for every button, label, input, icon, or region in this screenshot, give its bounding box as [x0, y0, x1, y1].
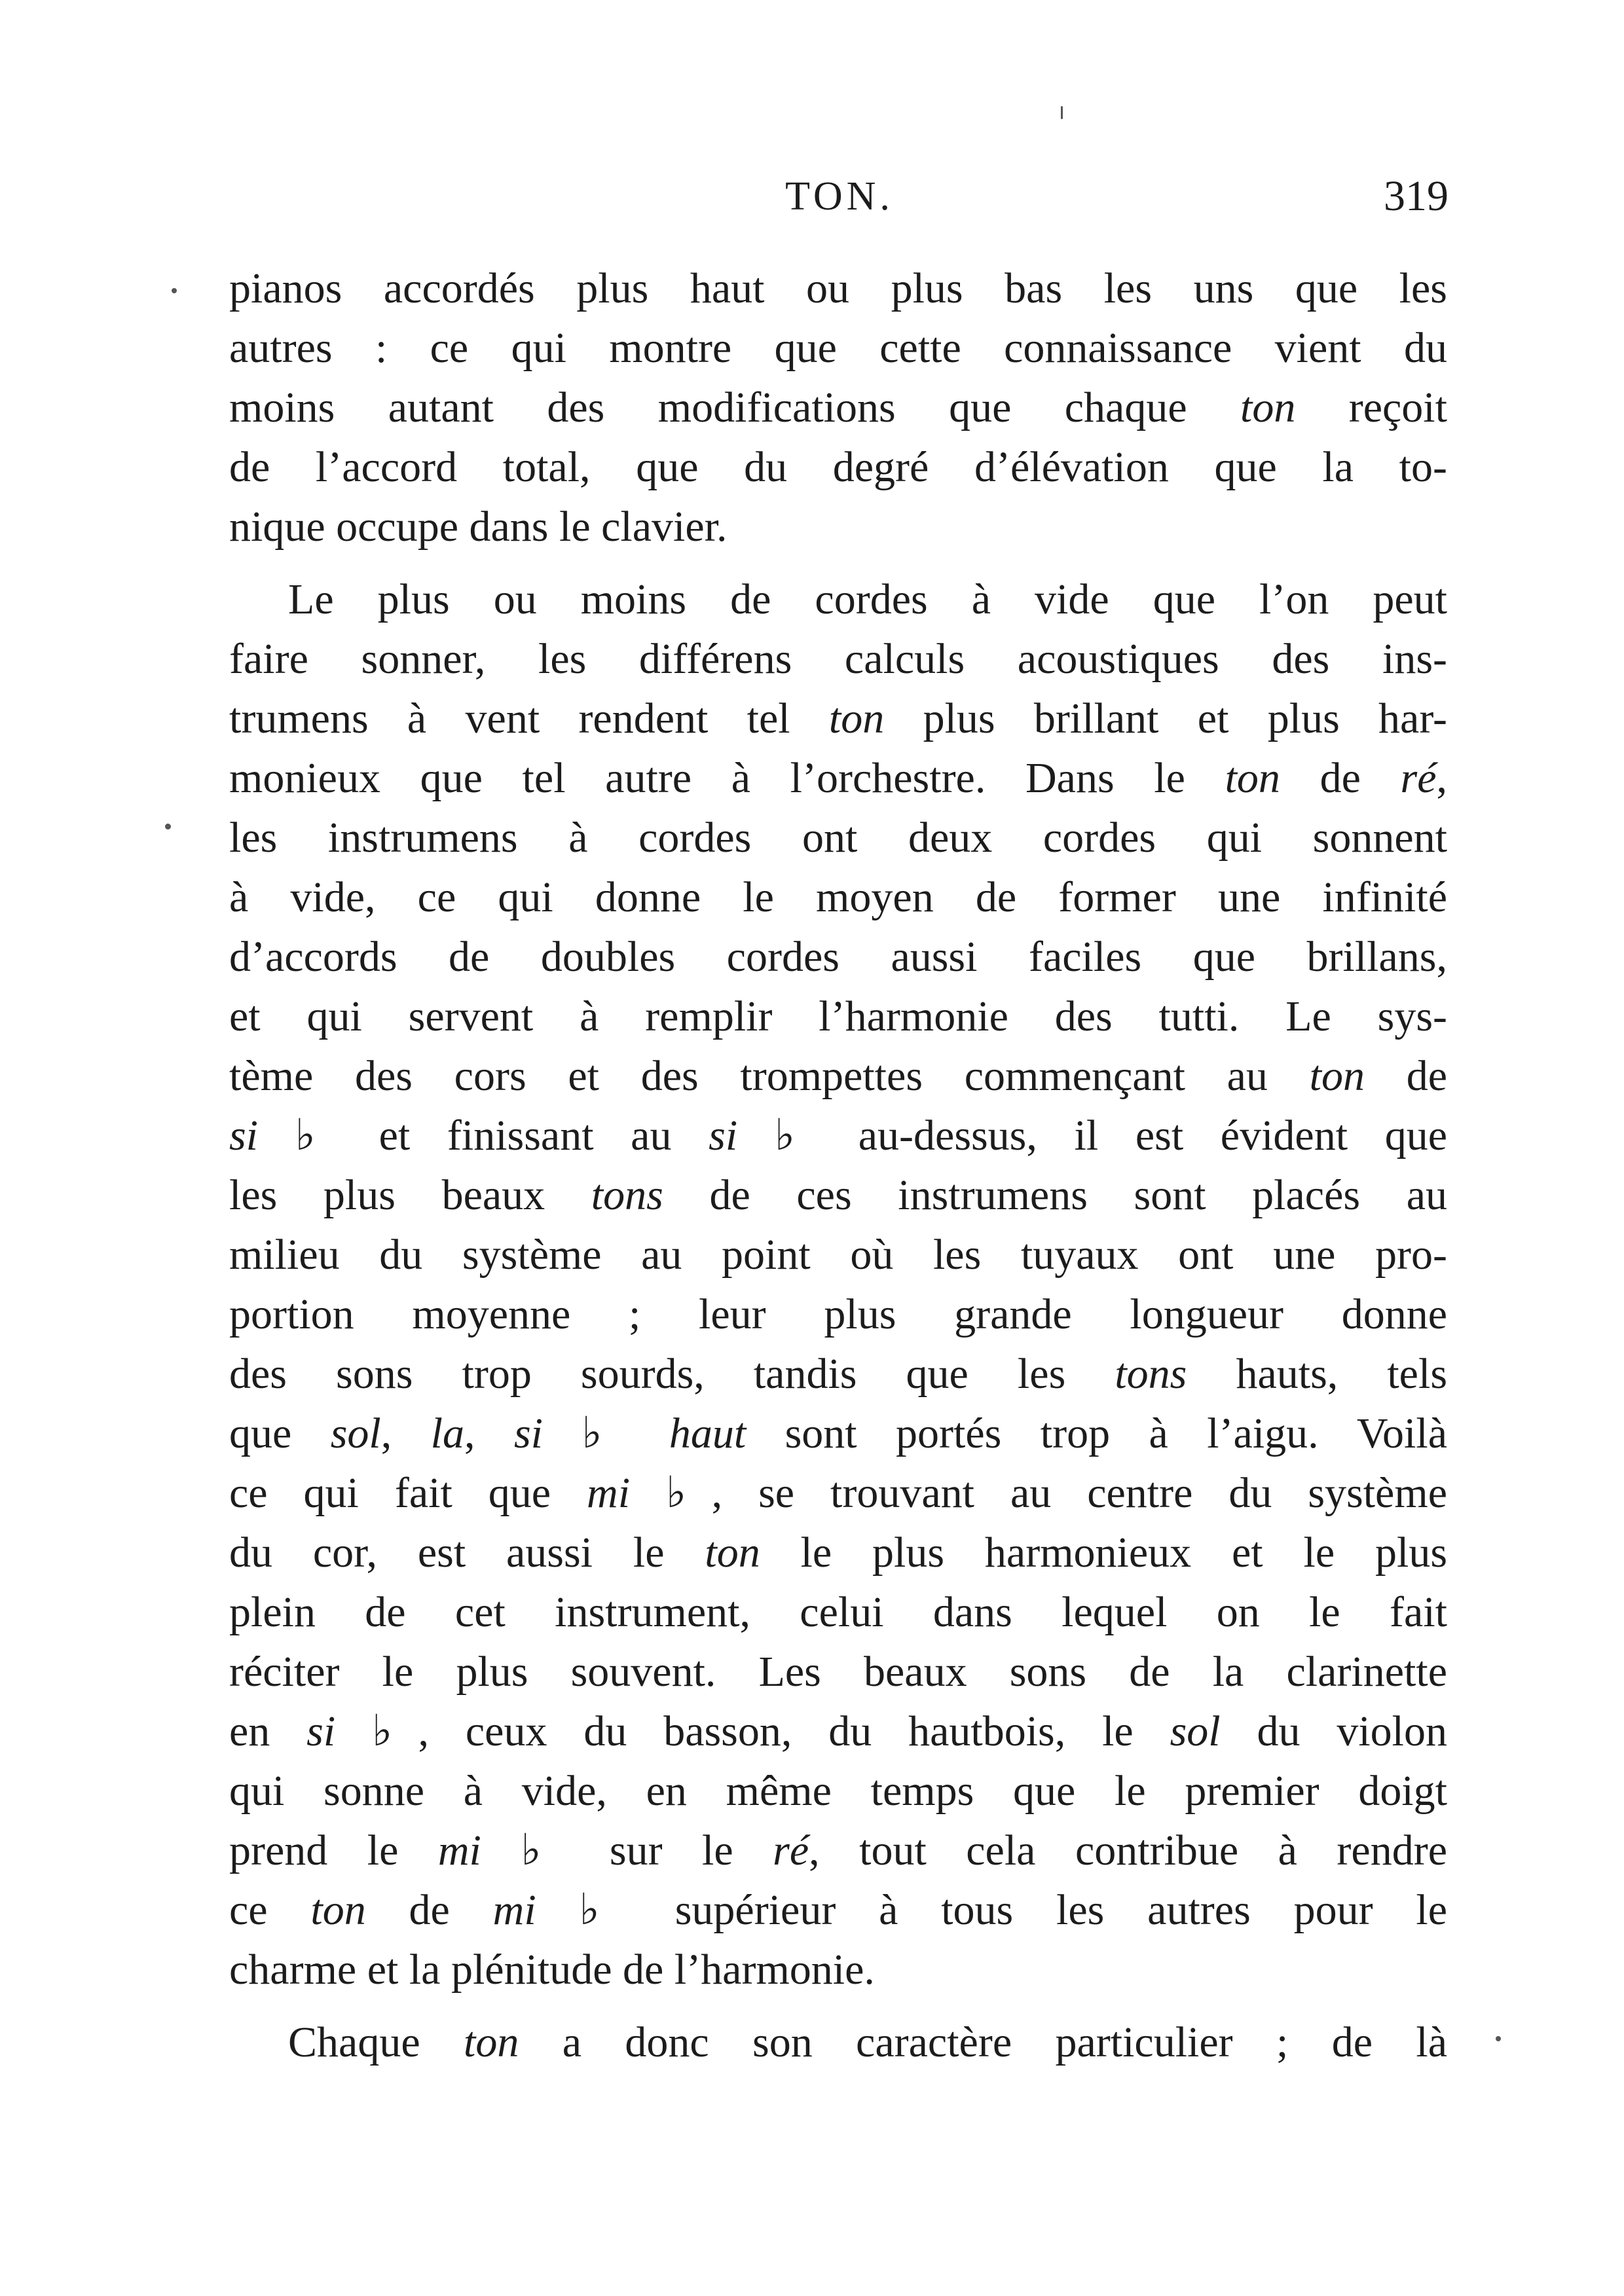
text-run: hauts, tels: [1187, 1350, 1447, 1398]
text-run: en: [229, 1707, 307, 1755]
italic-term: ré: [773, 1827, 809, 1874]
paragraph-gap: [229, 556, 1447, 570]
text-run: a donc son caractère particulier ; de là: [519, 2018, 1447, 2066]
text-run: plus brillant et plus har-: [884, 695, 1447, 742]
text-line: [229, 1642, 1447, 1702]
text-line: [229, 570, 1447, 629]
running-head: [231, 167, 1449, 226]
italic-term: mi: [587, 1469, 631, 1517]
italic-term: ton: [463, 2018, 519, 2066]
text-line: [229, 497, 1447, 556]
text-run: ,: [464, 1410, 514, 1457]
text-run: ,: [380, 1410, 431, 1457]
text-line: [229, 748, 1447, 808]
text-run: des sons trop sourds, tandis que les: [229, 1350, 1115, 1398]
paragraph-gap: [229, 1999, 1447, 2013]
text-line: [229, 1821, 1447, 1880]
text-run: ♭ et finissant au: [258, 1112, 709, 1159]
text-line: [229, 1523, 1447, 1582]
text-run: ♭ sur le: [481, 1827, 773, 1874]
text-run: de: [365, 1886, 493, 1934]
text-run: faire sonner, les différens calculs acoustiques des ins-: [229, 635, 1447, 683]
text-run: ce qui fait que: [229, 1469, 587, 1517]
text-run: plein de cet instrument, celui dans lequel on le fait: [229, 1588, 1447, 1636]
text-line: [229, 689, 1447, 748]
body-text: [229, 259, 1447, 2072]
italic-term: si: [229, 1112, 259, 1159]
paragraph: [229, 259, 1447, 556]
italic-term: si: [709, 1112, 738, 1159]
italic-term: ré: [1400, 754, 1437, 802]
text-run: portion moyenne ; leur plus grande longueur donne: [229, 1290, 1447, 1338]
text-run: tème des cors et des trompettes commençant au: [229, 1052, 1310, 1100]
text-line: [229, 808, 1447, 867]
text-run: ,: [1436, 754, 1447, 802]
text-run: ce: [229, 1886, 311, 1934]
italic-term: tons: [1115, 1350, 1187, 1398]
text-line: [229, 437, 1447, 497]
italic-term: ton: [828, 695, 885, 742]
text-run: reçoit: [1295, 384, 1447, 431]
text-line: [229, 1702, 1447, 1761]
text-line: [229, 378, 1447, 437]
text-run: qui sonne à vide, en même temps que le premier doigt: [229, 1767, 1447, 1815]
text-run: de: [1280, 754, 1401, 802]
text-run: Le plus ou moins de cordes à vide que l’on peut: [288, 575, 1447, 623]
text-line: [229, 259, 1447, 318]
page-number: 319: [1384, 172, 1449, 220]
text-line: [229, 1344, 1447, 1404]
scan-speck: [165, 824, 171, 829]
page-header-title: TON.: [785, 174, 894, 219]
text-line: [229, 927, 1447, 987]
text-line: [229, 1880, 1447, 1940]
text-run: les plus beaux: [229, 1171, 591, 1219]
scan-speck: [172, 288, 177, 293]
text-run: prend le: [229, 1827, 438, 1874]
italic-term: ton: [310, 1886, 366, 1934]
text-run: à vide, ce qui donne le moyen de former une infinité: [229, 873, 1447, 921]
italic-term: sol: [1170, 1707, 1221, 1755]
text-line: [229, 867, 1447, 927]
italic-term: tons: [591, 1171, 663, 1219]
text-run: ♭ au-dessus, il est évident que: [737, 1112, 1447, 1159]
text-line: [229, 2013, 1447, 2072]
text-run: pianos accordés plus haut ou plus bas les uns que les: [229, 264, 1447, 312]
text-line: [229, 318, 1447, 378]
italic-term: haut: [669, 1410, 747, 1457]
text-run: milieu du système au point où les tuyaux ont une pro-: [229, 1231, 1447, 1279]
text-line: [229, 1404, 1447, 1463]
text-run: ♭ supérieur à tous les autres pour le: [536, 1886, 1447, 1934]
text-line: [229, 1165, 1447, 1225]
italic-term: la: [430, 1410, 465, 1457]
text-line: [229, 1761, 1447, 1821]
text-run: de ces instrumens sont placés au: [663, 1171, 1447, 1219]
text-run: autres : ce qui montre que cette connaissance vient du: [229, 324, 1447, 372]
text-run: d’accords de doubles cordes aussi faciles que brillans,: [229, 933, 1447, 981]
italic-term: mi: [492, 1886, 536, 1934]
text-run: ♭, ceux du basson, du hautbois, le: [335, 1707, 1170, 1755]
italic-term: si: [306, 1707, 336, 1755]
italic-term: ton: [1240, 384, 1296, 431]
italic-term: si: [513, 1410, 543, 1457]
text-run: trumens à vent rendent tel: [229, 695, 829, 742]
text-run: réciter le plus souvent. Les beaux sons de la clarinette: [229, 1648, 1447, 1696]
text-run: sont portés trop à l’aigu. Voilà: [746, 1410, 1447, 1457]
text-run: et qui servent à remplir l’harmonie des tutti. Le sys-: [229, 993, 1447, 1040]
scan-speck: [1061, 106, 1063, 119]
text-line: [229, 1582, 1447, 1642]
text-line: [229, 1285, 1447, 1344]
italic-term: ton: [1225, 754, 1280, 802]
italic-term: ton: [705, 1529, 760, 1576]
paragraph: [229, 2013, 1447, 2072]
text-run: Chaque: [288, 2018, 464, 2066]
text-run: du cor, est aussi le: [229, 1529, 705, 1576]
scan-speck: [1496, 2036, 1501, 2041]
text-line: [229, 1106, 1447, 1165]
text-line: [229, 629, 1447, 689]
paragraph: [229, 570, 1447, 1999]
text-run: le plus harmonieux et le plus: [760, 1529, 1447, 1576]
text-line: [229, 1463, 1447, 1523]
text-run: les instrumens à cordes ont deux cordes qui sonnent: [229, 814, 1447, 862]
text-run: ♭, se trouvant au centre du système: [630, 1469, 1447, 1517]
text-line: [229, 987, 1447, 1046]
text-line: [229, 1225, 1447, 1285]
italic-term: mi: [437, 1827, 481, 1874]
text-run: , tout cela contribue à rendre: [809, 1827, 1447, 1874]
text-run: monieux que tel autre à l’orchestre. Dans le: [229, 754, 1225, 802]
text-run: de l’accord total, que du degré d’élévation que la to-: [229, 443, 1447, 491]
text-run: du violon: [1220, 1707, 1447, 1755]
italic-term: sol: [330, 1410, 381, 1457]
text-run: de: [1364, 1052, 1447, 1100]
text-line: [229, 1940, 1447, 1999]
text-run: que: [229, 1410, 331, 1457]
text-run: moins autant des modifications que chaque: [229, 384, 1241, 431]
text-run: charme et la plénitude de l’harmonie.: [229, 1946, 875, 1994]
text-run: nique occupe dans le clavier.: [229, 503, 728, 551]
text-run: ♭: [542, 1410, 669, 1457]
text-line: [229, 1046, 1447, 1106]
italic-term: ton: [1309, 1052, 1365, 1100]
